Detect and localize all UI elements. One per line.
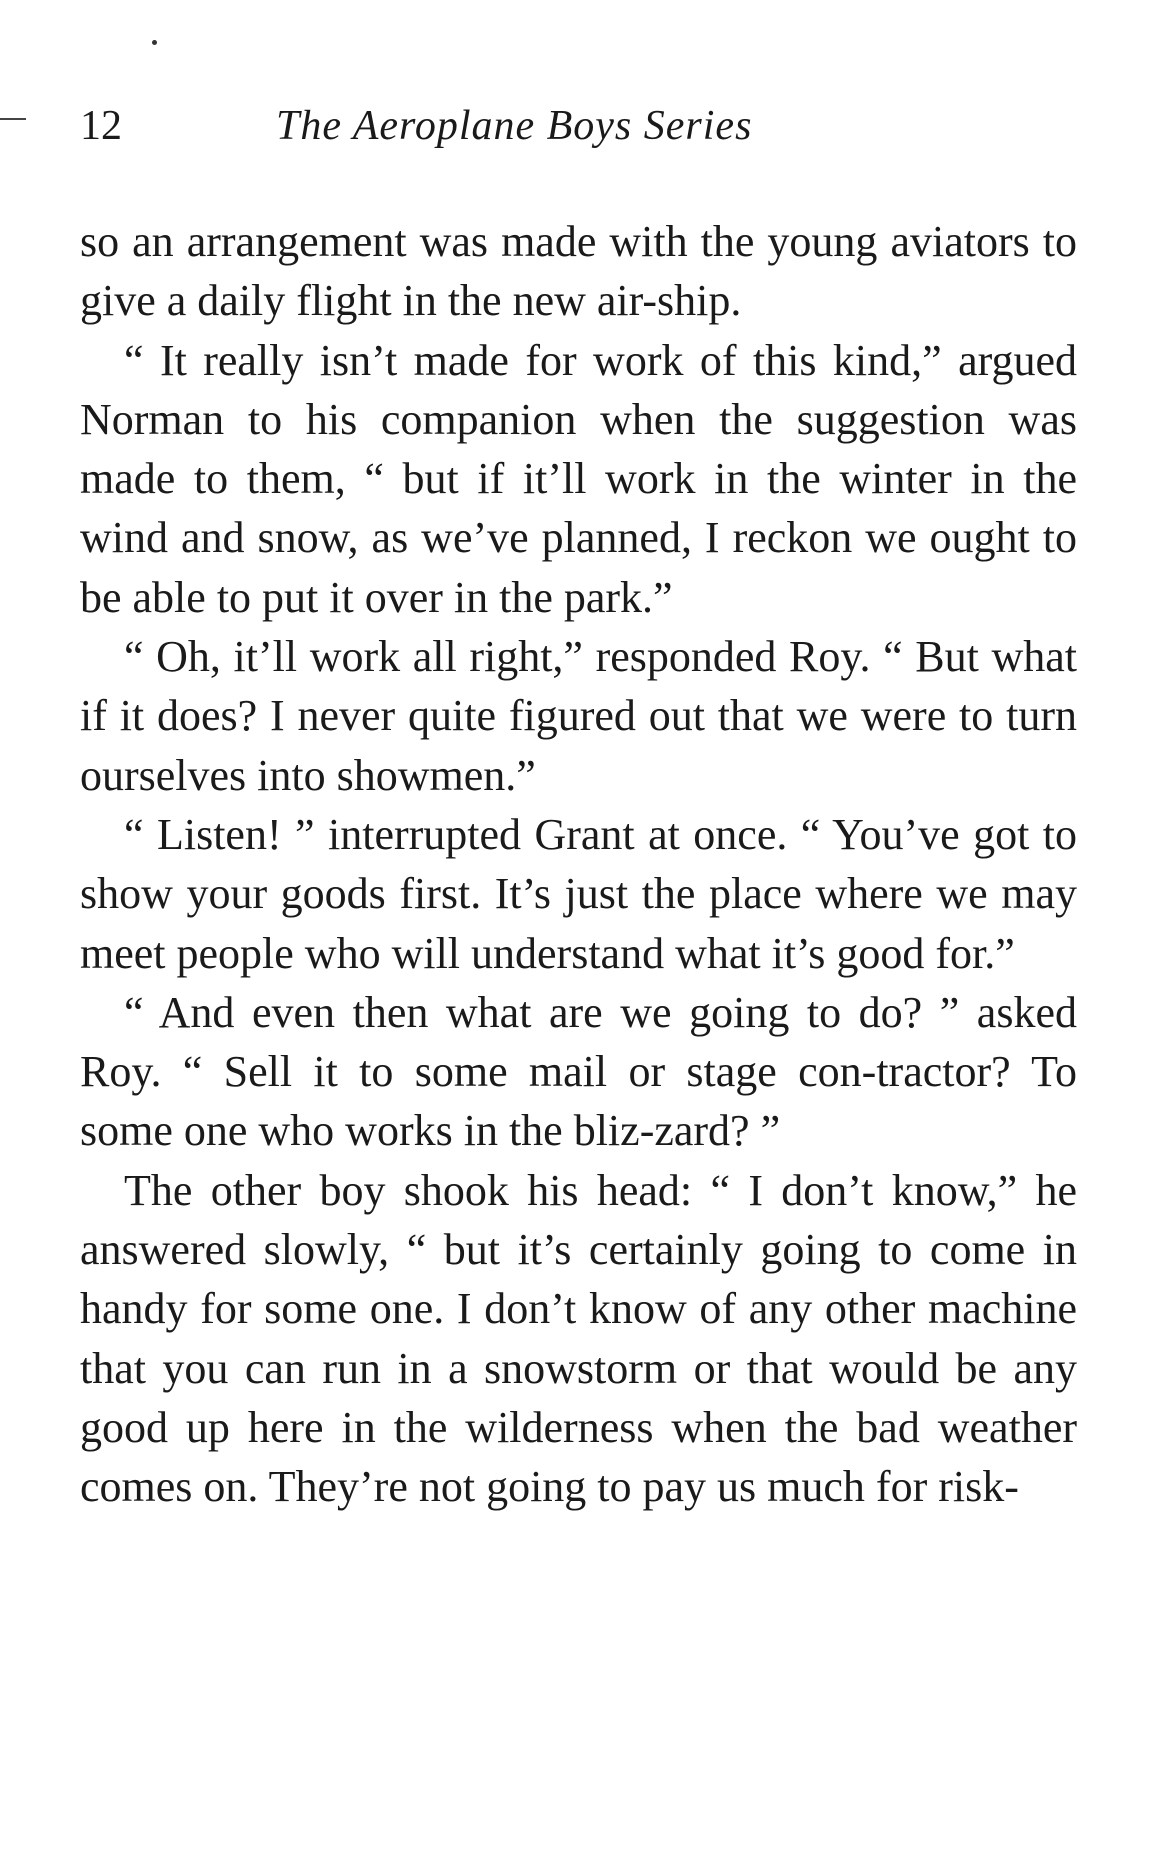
page-number: 12 [80, 103, 122, 149]
paragraph: “ And even then what are we going to do? ” asked Roy. “ Sell it to some mail or stage con-tractor? To some one who works in the bliz-zard? ” [80, 987, 1077, 1156]
scan-edge-mark [0, 118, 26, 120]
paragraph: so an arrangement was made with the young aviators to give a daily flight in the new air-ship. [80, 217, 1077, 326]
ink-speck [152, 40, 157, 45]
paragraph: “ Oh, it’ll work all right,” responded Roy. “ But what if it does? I never quite figured out that we were to turn ourselves into showmen.” [80, 632, 1077, 800]
paragraph: “ Listen! ” interrupted Grant at once. “ You’ve got to show your goods first. It’s just the place where we may meet people who will understand what it’s good for.” [80, 809, 1077, 978]
paragraph: “ It really isn’t made for work of this kind,” argued Norman to his companion when the suggestion was made to them, “ but if it’ll work in the winter in the wind and snow, as we’ve planned, I reckon we ought to be able to put it over in the park.” [80, 335, 1077, 622]
running-title: The Aeroplane Boys Series [276, 103, 753, 149]
paragraph: The other boy shook his head: “ I don’t know,” he answered slowly, “ but it’s certainly going to come in handy for some one. I don’t know of any other machine that you can run in a snowstorm or that would be any good up here in the wilderness when the bad weather comes on. They’re not going to pay us much for risk- [80, 1165, 1077, 1512]
page-header [80, 96, 900, 156]
body-text [80, 212, 1077, 1517]
